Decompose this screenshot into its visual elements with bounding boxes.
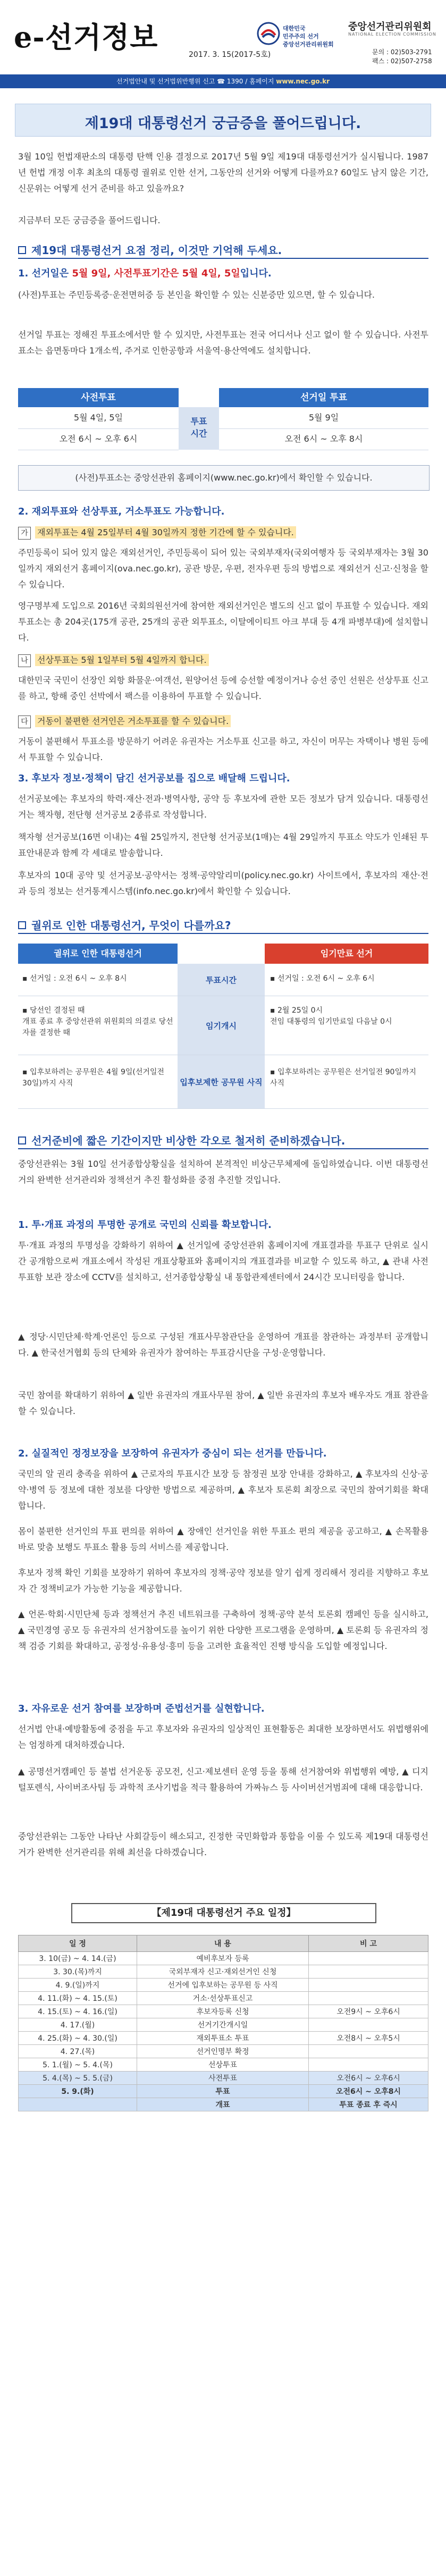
schedule-date: 5. 4.(목) ~ 5. 5.(금) [19,2072,137,2085]
schedule-date: 3. 10(금) ~ 4. 14.(금) [19,1952,137,1965]
comparison-table [18,944,428,1119]
schedule-note [309,1979,428,1992]
schedule-row [19,2058,428,2072]
schedule-col-content: 내 용 [137,1935,309,1952]
seal-line-2: 민주주의 선거 [283,33,319,40]
schedule-content: 투표 [137,2085,309,2098]
issue-info: 2017. 3. 15(2017-5호) [189,50,271,59]
item-3-paragraph-3: 후보자의 10대 공약 및 선거공보·공약서는 정책·공약알리미(policy.nec.go.kr) 사이트에서, 후보자의 재산·전과 등의 정보는 선거통계시스템(info.nec.go.kr)에서 확인할 수 있습니다. [18,870,428,896]
item-tag-ga: 가 [18,527,31,540]
schedule-content: 거소·선상투표신고 [137,1992,309,2005]
term-voting-time: ▪ 선거일 : 오전 6시 ~ 오후 6시 [270,974,375,983]
overseas-voting-highlight: 재외투표는 4월 25일부터 4월 30일까지 정한 기간에 할 수 있습니다. [35,526,296,538]
voting-time-label [179,407,219,450]
schedule-note: 오전6시 ~ 오후8시 [309,2085,428,2098]
contact-fax: 팩스 : 02)507-2758 [372,57,432,65]
schedule-date: 4. 9.(일)까지 [19,1979,137,1992]
vacancy-voting-time: ▪ 선거일 : 오전 6시 ~ 오후 8시 [22,974,127,983]
absentee-voting-paragraph: 거동이 불편해서 투표소를 방문하기 어려운 유권자는 거소투표 신고를 하고, 자신이 머무는 자택이나 병원 등에서 투표할 수 있습니다. [18,736,428,762]
schedule-content: 선상투표 [137,2058,309,2072]
closing-paragraph: 중앙선관위는 그동안 나타난 사회갈등이 해소되고, 진정한 국민화합과 통합을 이룰 수 있도록 제19대 대통령선거가 완벽한 선거관리를 위해 최선을 다하겠습니다. [18,1831,428,1857]
schedule-content: 선거인명부 확정 [137,2045,309,2058]
election-day-time: 오전 6시 ~ 오후 8시 [219,428,428,450]
point-3-paragraph-1: 선거법 안내·예방활동에 중점을 두고 후보자와 유권자의 일상적인 표현활동은 최대한 보장하면서도 위법행위에는 엄정하게 대처하겠습니다. [18,1724,428,1750]
vacancy-resignation: ▪ 입후보하려는 공무원은 4월 9일(선거일전 30일)까지 사직 [22,1068,164,1088]
overseas-voting-paragraph-2: 영구명부제 도입으로 2016년 국회의원선거에 참여한 재외선거인은 별도의 신고 없이 투표할 수 있습니다. 재외투표소는 총 204곳(175개 공관, 25개의 공관 외투표소, 이탈에이티트 아크 부대 등 4개 파병부대)에 설치합니다. [18,601,428,643]
org-name: 중앙선거관리위원회 [348,21,432,32]
section-2-heading [18,917,428,932]
schedule-row [19,2005,428,2018]
schedule-row [19,2018,428,2032]
row-label-resignation: 입후보제한 공무원 사직 [178,1055,265,1108]
section-3-title: 선거준비에 짧은 기간이지만 비상한 각오로 철저히 준비하겠습니다. [31,1134,346,1147]
point-2-paragraph-4: ▲ 언론·학회·시민단체 등과 정책선거 추진 네트워크를 구축하여 정책·공약 분석 토론회 캠페인 등을 실시하고, ▲ 국민경영 공모 등 유권자의 선거참여도를 높이기 위한 다양한 프로그램을 운영하며, ▲ 토론회 등 유권자의 정책 검증 기회를 확대하고, 공정성·유용성·흥미 등을 고려한 효율적인 진행 방식을 도입할 예정입니다. [18,1609,428,1651]
schedule-note: 오전6시 ~ 오후6시 [309,2072,428,2085]
schedule-date: 4. 15.(토) ~ 4. 16.(일) [19,2005,137,2018]
schedule-note: 오전9시 ~ 오후6시 [309,2005,428,2018]
voting-period-table [18,388,428,451]
schedule-row [19,2032,428,2045]
item-1-heading [18,266,428,280]
page-title: 제19대 대통령선거 궁금증을 풀어드립니다. [85,115,361,132]
section-2-title: 궐위로 인한 대통령선거, 무엇이 다를까요? [31,919,231,932]
polling-place-note: (사전)투표소는 중앙선관위 홈페이지(www.nec.go.kr)에서 확인할 수 있습니다. [18,465,430,491]
square-bullet-icon [18,246,26,254]
term-resignation: ▪ 입후보하려는 공무원은 선거일전 90일까지 사직 [270,1068,417,1088]
schedule-content: 예비후보자 등록 [137,1952,309,1965]
ship-voting-paragraph: 대한민국 국민이 선장인 외항 화물운·여객선, 원양어선 등에 승선할 예정이거나 승선 중인 선원은 선상투표 신고를 하고, 항해 중인 선박에서 팩스를 이용하여 투표할 수 있습니다. [18,675,428,701]
early-voting-header: 사전투표 [18,388,179,407]
schedule-row [19,2085,428,2098]
schedule-row [19,1979,428,1992]
election-day-date: 5월 9일 [219,407,428,429]
early-voting-time: 오전 6시 ~ 오후 6시 [18,428,179,450]
point-1-heading: 1. 투·개표 과정의 투명한 공개로 국민의 신뢰를 확보합니다. [18,1219,272,1231]
square-bullet-icon [18,1137,26,1144]
item-1-title: 1. 선거일은 [18,268,69,279]
schedule-row [19,2045,428,2058]
schedule-note [309,2018,428,2032]
schedule-date: 4. 17.(월) [19,2018,137,2032]
schedule-col-note: 비 고 [309,1935,428,1952]
schedule-table [18,1935,428,2111]
schedule-content: 선거기간개시일 [137,2018,309,2032]
vacancy-term-start: ▪ 당선인 결정된 때 개표 종료 후 중앙선관위 위원회의 의결로 당선자를 결정한 때 [22,1006,173,1037]
section-3-intro: 중앙선관위는 3월 10일 선거종합상황실을 설치하여 본격적인 비상근무체제에 돌입하였습니다. 이번 대통령선거의 완벽한 선거관리와 정책선거 추진 활성화를 중점 추진할 것입니다. [18,1159,428,1185]
schedule-note [309,1992,428,2005]
point-2-paragraph-2: 몸이 불편한 선거인의 투표 편의를 위하여 ▲ 장애인 선거인을 위한 투표소 편의 제공을 공고하고, ▲ 손목활용 바로 맞춤 보행도 투표소 활용 등의 서비스를 제공합니다. [18,1526,428,1552]
point-3-heading: 3. 자유로운 선거 참여를 보장하며 준법선거를 실현합니다. [18,1703,265,1714]
seal-emblem-icon [256,21,281,46]
seal-line-3: 중앙선거관리위원회 [283,41,334,48]
item-1-tail: 입니다. [240,268,272,279]
overseas-voting-paragraph-1: 주민등록이 되어 있지 않은 재외선거인, 주민등록이 되어 있는 국외부재자(국외여행자 등 국외부재자는 3월 30일까지 재외선거 홈페이지(ova.nec.go.kr), 공관 방문, 우편, 전자우편 등의 방법으로 재외선거 신고·신청을 할 수 있습니다. [18,548,428,590]
point-2-paragraph-3: 후보자 정책 확인 기회를 보장하기 위하여 후보자의 정책·공약 정보를 알기 쉽게 정리해서 정리를 지향하고 후보자 간 정책비교가 가능한 기능을 제공합니다. [18,1568,428,1594]
item-3-paragraph-2: 책자형 선거공보(16면 이내)는 4월 25일까지, 전단형 선거공보(1매)는 4월 29일까지 투표소 약도가 인쇄된 투표안내문과 함께 각 세대로 발송합니다. [18,832,428,858]
newsletter-logo: e-선거정보 [14,20,158,54]
item-tag-da: 다 [18,715,31,728]
point-2-heading: 2. 실질적인 정정보장을 보장하여 유권자가 중심이 되는 선거를 만듭니다. [18,1448,327,1459]
intro-paragraph: 3월 10일 헌법재판소의 대통령 탄핵 인용 결정으로 2017년 5월 9일 제19대 대통령선거가 실시됩니다. 1987년 헌법 개정 이후 최초의 대통령 궐위로 인한 선거, 그동안의 선거와 어떻게 다를까요? 60일도 남지 않은 기간, 신문위는 어떻게 선거 준비를 하고 있을까요? [18,151,428,193]
schedule-row [19,1992,428,2005]
vacancy-election-header: 궐위로 인한 대통령선거 [18,944,178,964]
point-1-paragraph-1: 투·개표 과정의 투명성을 강화하기 위하여 ▲ 선거일에 중앙선관위 홈페이지에 개표결과를 투표구 단위로 실시간 공개함으로써 개표소에서 작성된 개표상황표와 홈페이지의 개표결과를 비교할 수 있도록 하고, ▲ 관내 사전투표함 보관 장소에 CCTV를 설치하고, 선거종합상황실 내 통합관제센터에서 24시간 모니터링을 합니다. [18,1240,428,1282]
header [0,0,446,74]
contact-info [372,48,432,66]
contact-phone: 문의 : 02)503-2791 [372,48,432,56]
schedule-content: 후보자등록 신청 [137,2005,309,2018]
schedule-row [19,2072,428,2085]
ship-voting-row [18,651,428,669]
schedule-note: 투표 종료 후 즉시 [309,2098,428,2111]
schedule-row [19,1952,428,1965]
schedule-date: 4. 25.(화) ~ 4. 30.(일) [19,2032,137,2045]
section-divider [18,258,428,259]
row-label-voting-time: 투표시간 [178,964,265,996]
schedule-title: 【제19대 대통령선거 주요 일정】 [71,1903,376,1923]
org-name-en: NATIONAL ELECTION COMMISSION [348,32,436,37]
item-3-heading: 3. 후보자 정보·정책이 담긴 선거공보를 집으로 배달해 드립니다. [18,773,290,784]
square-bullet-icon [18,921,26,929]
schedule-content: 재외투표소 투표 [137,2032,309,2045]
term-expiry-election-header: 임기만료 선거 [265,944,428,964]
homepage-link[interactable]: www.nec.go.kr [276,78,330,85]
seal-logo [256,18,336,51]
section-divider [18,1148,428,1149]
schedule-content: 선거에 입후보하는 공무원 등 사직 [137,1979,309,1992]
election-day-header: 선거일 투표 [219,388,428,407]
section-1-heading [18,242,428,257]
item-3-paragraph-1: 선거공보에는 후보자의 학력·재산·전과·병역사항, 공약 등 후보자에 관한 모든 정보가 담겨 있습니다. 대통령선거는 책자형, 전단형 선거공보 2종류로 작성합니다. [18,794,428,820]
schedule-note [309,1965,428,1979]
schedule-row [19,2098,428,2111]
ship-voting-highlight: 선상투표는 5월 1일부터 5월 4일까지 합니다. [35,654,209,666]
item-tag-na: 나 [18,654,31,667]
voting-time-label-2: 시간 [190,428,207,439]
item-2-heading: 2. 재외투표와 선상투표, 거소투표도 가능합니다. [18,506,225,517]
point-3-paragraph-2: ▲ 공명선거캠페인 등 불법 선거운동 공모전, 신고·제보센터 운영 등을 통해 선거참여와 위법행위 예방, ▲ 디지털포렌식, 사이버조사팀 등 과학적 조사기법을 적극 활용하여 가짜뉴스 등 사이버선거범죄에 대해 대응합니다. [18,1766,428,1792]
schedule-date: 3. 30.(목)까지 [19,1965,137,1979]
item-1-paragraph-2: 선거일 투표는 정해진 투표소에서만 할 수 있지만, 사전투표는 전국 어디서나 신고 없이 할 수 있습니다. 사전투표소는 읍면동마다 1개소씩, 주거로 인한공항과 서울역·용산역에도 설치합니다. [18,330,428,356]
point-2-paragraph-1: 국민의 알 권리 충족을 위하여 ▲ 근로자의 투표시간 보장 등 참정권 보장 안내를 강화하고, ▲ 후보자의 신상·공약·병역 등 정보에 대한 정보를 다양한 방법으로 제공하며, ▲ 후보자 토론회 최장으로 국민의 참여기회를 확대합니다. [18,1469,428,1511]
item-1-highlight: 5월 9일, 사전투표기간은 5월 4일, 5일 [72,268,240,279]
voting-time-label-1: 투표 [190,416,207,426]
title-box [15,104,431,137]
header-info-bar [0,74,446,88]
header-bar-text: 선거법안내 및 선거법위반행위 신고 ☎ 1390 / 홈페이지 [116,78,274,85]
absentee-voting-highlight: 거동이 불편한 선거인은 거소투표를 할 수 있습니다. [35,715,231,727]
schedule-content: 개표 [137,2098,309,2111]
absentee-voting-row [18,712,428,730]
point-1-paragraph-2: ▲ 정당·시민단체·학계·언론인 등으로 구성된 개표사무참관단을 운영하여 개표를 참관하는 과정부터 공개합니다. ▲ 한국선거협회 등의 단체와 유권자가 참여하는 투표감시단을 구성·운영합니다. [18,1332,428,1358]
schedule-date [19,2098,137,2111]
schedule-date: 5. 9.(화) [19,2085,137,2098]
schedule-content: 사전투표 [137,2072,309,2085]
section-1-title: 제19대 대통령선거 요점 정리, 이것만 기억해 두세요. [31,244,282,257]
intro-closing: 지금부터 모든 궁금증을 풀어드립니다. [18,215,161,225]
schedule-date: 4. 27.(목) [19,2045,137,2058]
early-voting-date: 5월 4일, 5일 [18,407,179,429]
seal-line-1: 대한민국 [283,25,306,32]
overseas-voting-row [18,524,428,542]
point-1-paragraph-3: 국민 참여를 확대하기 위하여 ▲ 일반 유권자의 개표사무원 참여, ▲ 일반 유권자의 후보자 배우자도 개표 참관을 할 수 있습니다. [18,1390,428,1416]
section-divider [18,933,428,934]
item-1-paragraph-1: (사전)투표는 주민등록증·운전면허증 등 본인을 확인할 수 있는 신분증만 있으면, 할 수 있습니다. [18,290,375,300]
schedule-note [309,2058,428,2072]
schedule-date: 5. 1.(월) ~ 5. 4.(목) [19,2058,137,2072]
schedule-header-row [19,1935,428,1952]
section-3-heading [18,1132,428,1148]
term-term-start: ▪ 2월 25일 0시 전임 대통령의 임기만료일 다음날 0시 [270,1006,392,1026]
schedule-col-date: 일 정 [19,1935,137,1952]
schedule-note: 오전8시 ~ 오후5시 [309,2032,428,2045]
schedule-date: 4. 11.(화) ~ 4. 15.(토) [19,1992,137,2005]
row-label-term-start: 임기개시 [178,996,265,1055]
schedule-note [309,1952,428,1965]
row-divider [18,1108,428,1109]
schedule-note [309,2045,428,2058]
schedule-row [19,1965,428,1979]
schedule-content: 국외부재자 신고·재외선거인 신청 [137,1965,309,1979]
